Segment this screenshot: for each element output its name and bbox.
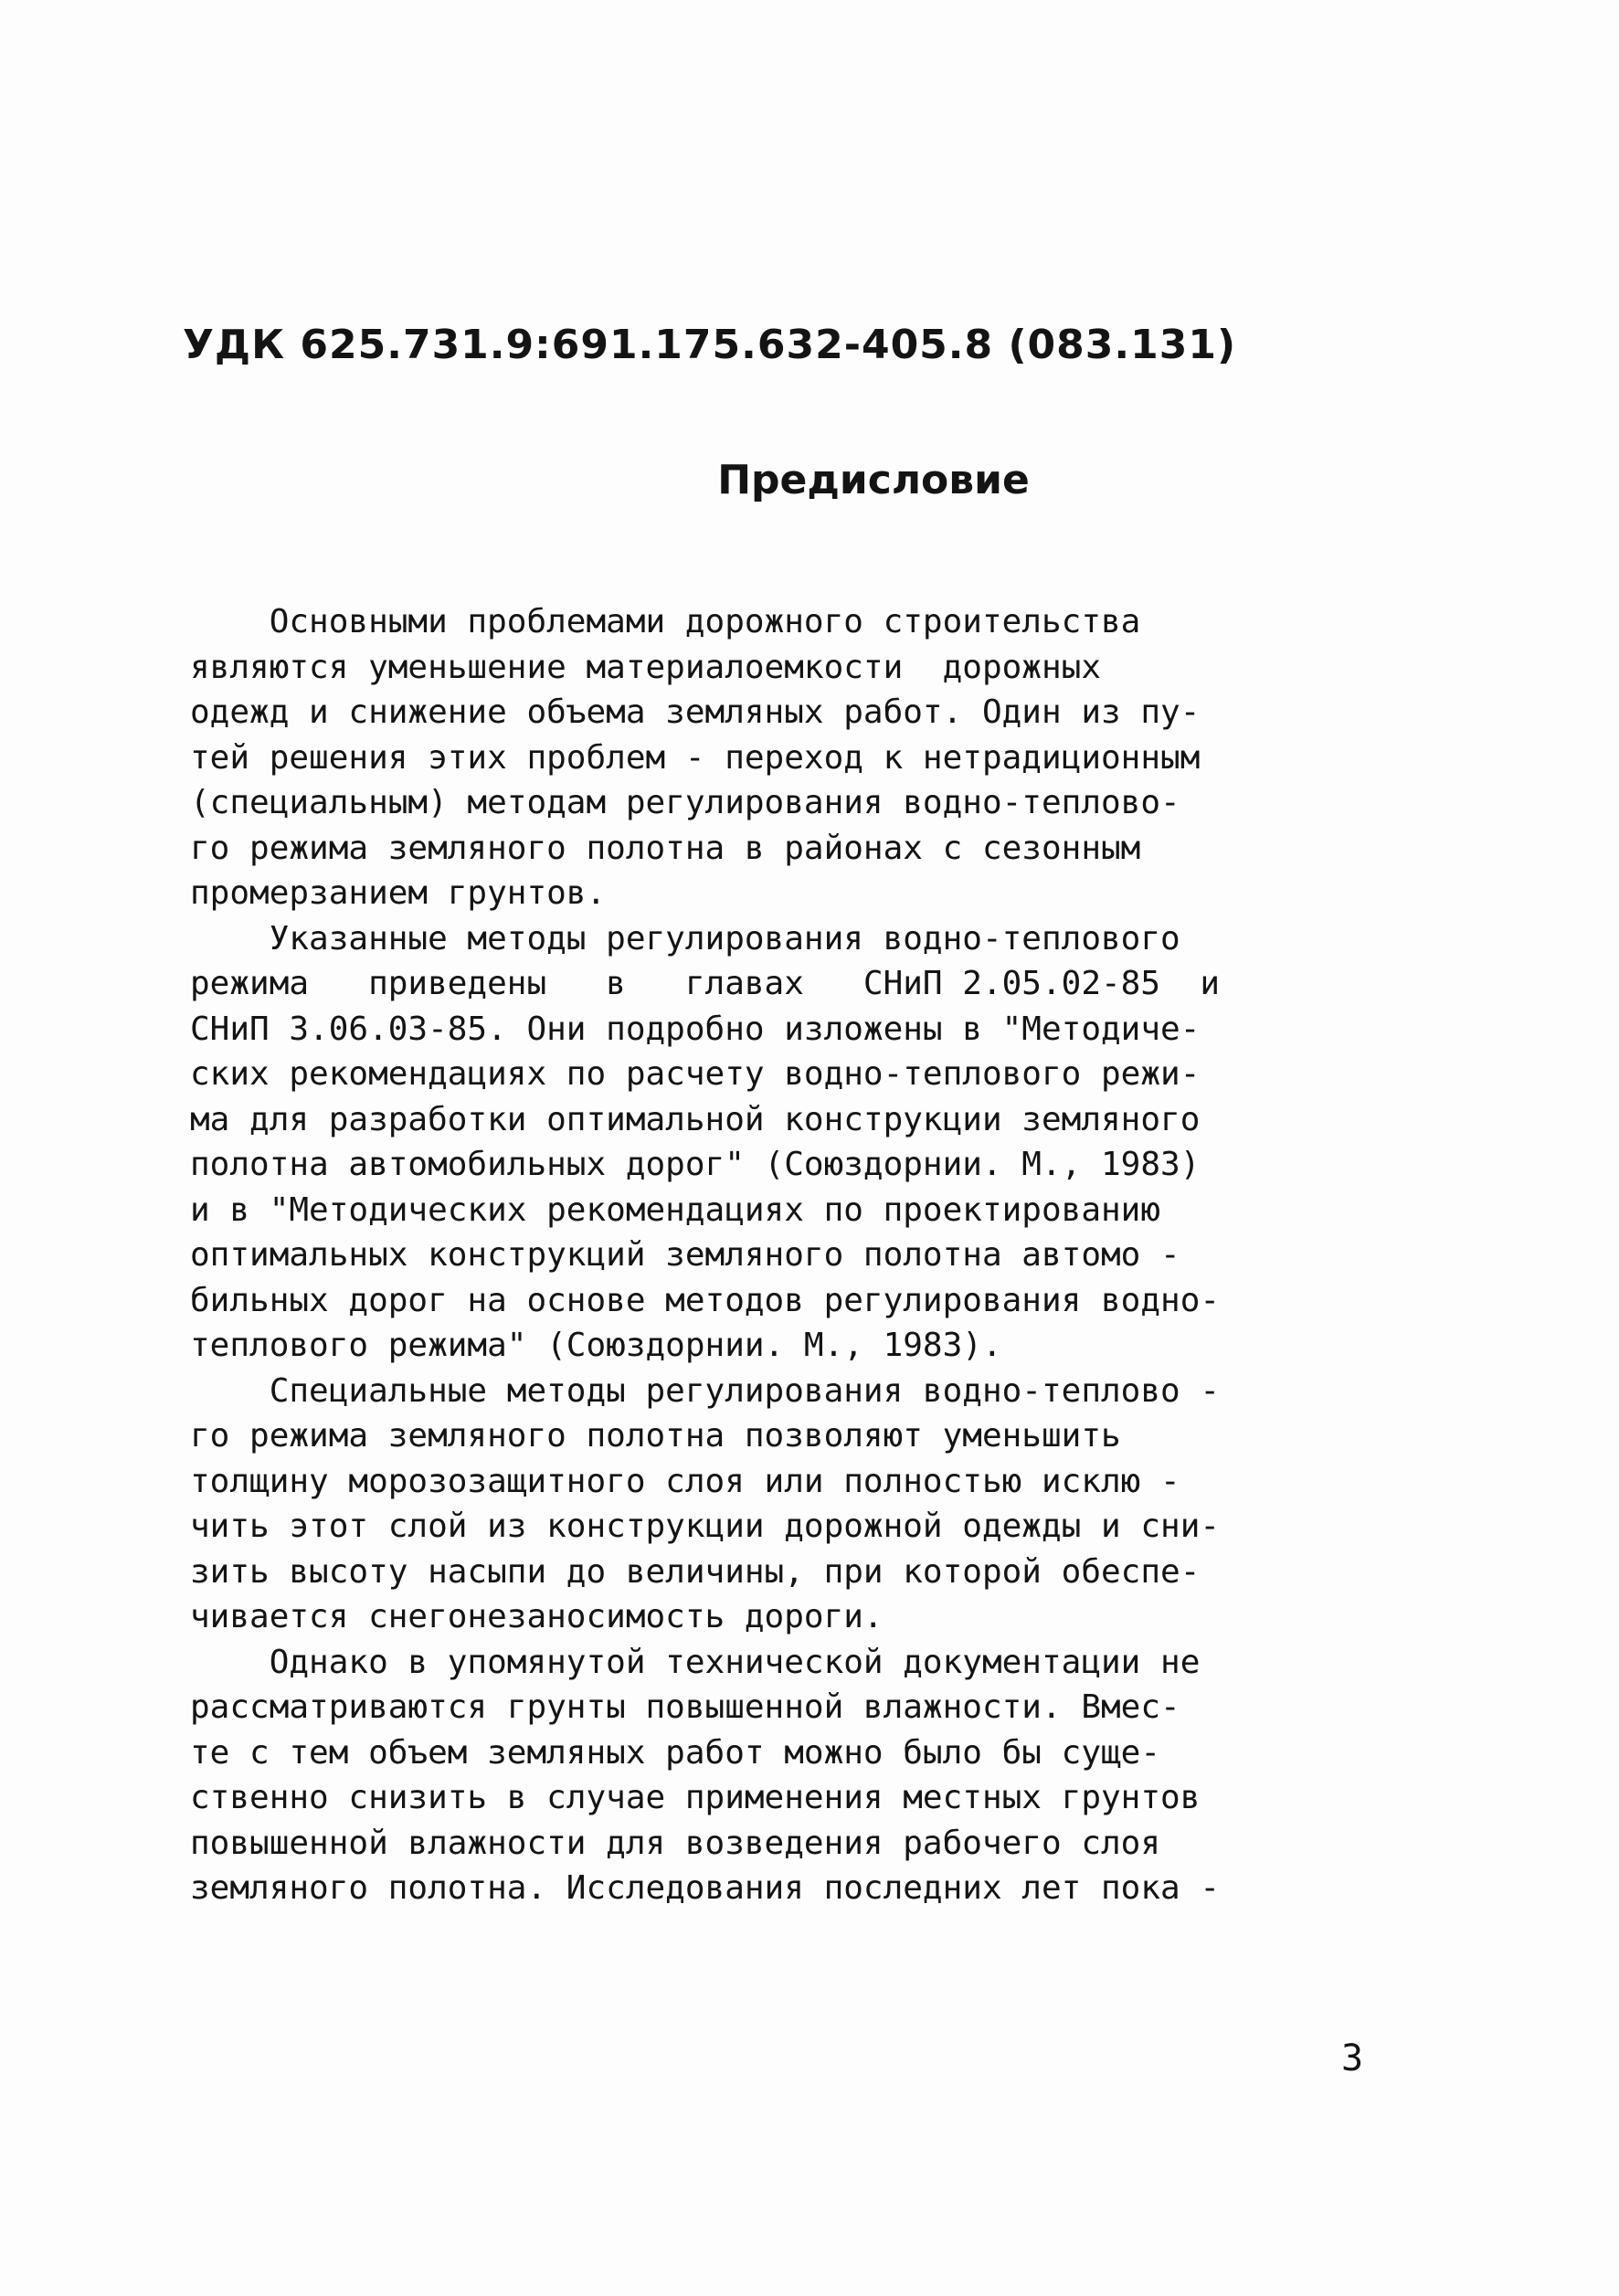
text-line: полотна автомобильных дорог" (Союздорнии. М., 1983) xyxy=(190,1146,1201,1183)
text-line: одежд и снижение объема земляных работ. Один из пу- xyxy=(190,693,1201,731)
text-line: (специальным) методам регулирования водно-теплово- xyxy=(190,784,1180,821)
text-line: толщину морозозащитного слоя или полностью исклю - xyxy=(190,1462,1180,1500)
text-line: те с тем объем земляных работ можно было бы суще- xyxy=(190,1733,1161,1772)
text-line: оптимальных конструкций земляного полотна автомо - xyxy=(190,1236,1180,1274)
text-line: земляного полотна. Исследования последних лет пока - xyxy=(190,1869,1221,1907)
text-line: ма для разработки оптимальной конструкции земляного xyxy=(190,1100,1201,1138)
udk-code: УДК 625.731.9:691.175.632-405.8 (083.131) xyxy=(183,322,1237,368)
text-line: зить высоту насыпи до величины, при которой обеспе- xyxy=(190,1552,1201,1591)
text-line: и в "Методических рекомендациях по проектированию xyxy=(190,1190,1161,1229)
text-line: СНиП 3.06.03-85. Они подробно изложены в "Методиче- xyxy=(190,1010,1201,1048)
text-line: промерзанием грунтов. xyxy=(190,874,607,912)
paragraph xyxy=(190,599,1378,916)
text-line: Указанные методы регулирования водно-теплового xyxy=(190,919,1180,958)
text-line: режима приведены в главах СНиП 2.05.02-85 и xyxy=(190,965,1221,1002)
text-line: рассматриваются грунты повышенной влажности. Вмес- xyxy=(190,1688,1180,1726)
text-line: бильных дорог на основе методов регулирования водно- xyxy=(190,1281,1221,1319)
text-line: го режима земляного полотна в районах с сезонным xyxy=(190,829,1141,867)
text-line: чить этот слой из конструкции дорожной одежды и сни- xyxy=(190,1508,1221,1545)
text-line: ских рекомендациях по расчету водно-теплового режи- xyxy=(190,1055,1201,1093)
body-text xyxy=(190,599,1378,1911)
text-line: теплового режима" (Союздорнии. М., 1983). xyxy=(190,1327,1002,1364)
paragraph xyxy=(190,1369,1378,1640)
text-line: Однако в упомянутой технической документации не xyxy=(190,1643,1201,1681)
text-line: чивается снегонезаносимость дороги. xyxy=(190,1598,884,1635)
text-line: Основными проблемами дорожного строительства xyxy=(190,603,1141,640)
text-line: го режима земляного полотна позволяют уменьшить xyxy=(190,1417,1121,1455)
text-line: повышенной влажности для возведения рабочего слоя xyxy=(190,1824,1161,1862)
page-number: 3 xyxy=(1341,2037,1364,2079)
text-line: тей решения этих проблем - переход к нетрадиционным xyxy=(190,738,1201,777)
text-line: ственно снизить в случае применения местных грунтов xyxy=(190,1779,1201,1816)
text-line: Специальные методы регулирования водно-теплово - xyxy=(190,1371,1221,1410)
text-line: являются уменьшение материалоемкости дорожных xyxy=(190,648,1101,686)
paragraph xyxy=(190,916,1378,1369)
section-heading: Предисловие xyxy=(717,457,1030,503)
paragraph xyxy=(190,1640,1378,1911)
